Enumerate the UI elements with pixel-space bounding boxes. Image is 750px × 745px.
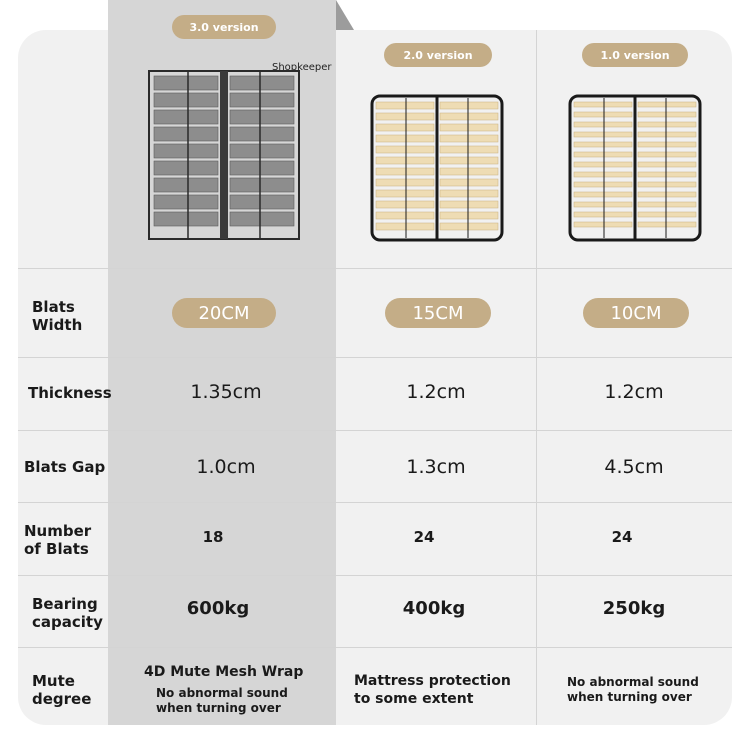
blats-gap-3-0: 1.0cm — [196, 456, 256, 478]
thickness-1-0: 1.2cm — [604, 381, 664, 403]
mute-detail-line: when turning over — [156, 701, 281, 715]
version-badge-1-0: 1.0 version — [582, 43, 688, 67]
shopkeeper-watermark: Shopkeeper — [272, 62, 332, 73]
bed-frame-1-0-image — [568, 94, 702, 242]
bearing-capacity-1-0: 250kg — [602, 598, 666, 619]
number-of-blats-2-0: 24 — [413, 528, 435, 546]
blats-width-3-0: 20CM — [172, 298, 276, 328]
row-divider — [18, 430, 732, 431]
version-badge-3-0: 3.0 version — [172, 15, 276, 39]
mute-degree-3-0-detail — [156, 686, 288, 716]
row-label-blats-gap: Blats Gap — [24, 458, 106, 476]
thickness-2-0: 1.2cm — [406, 381, 466, 403]
row-label-line: Bearing — [32, 595, 98, 613]
row-label-bearing-capacity — [32, 595, 103, 631]
column-divider — [536, 30, 537, 725]
row-divider — [18, 502, 732, 503]
thickness-3-0: 1.35cm — [190, 381, 262, 403]
row-divider — [18, 357, 732, 358]
blats-gap-2-0: 1.3cm — [406, 456, 466, 478]
row-divider — [18, 268, 732, 269]
bearing-capacity-2-0: 400kg — [402, 598, 466, 619]
mute-detail-line: No abnormal sound — [567, 675, 699, 689]
highlight-fold — [336, 0, 354, 30]
number-of-blats-3-0: 18 — [202, 528, 224, 546]
row-label-number-of-blats — [24, 522, 91, 558]
row-label-thickness: Thickness — [28, 384, 112, 402]
row-label-mute-degree — [32, 672, 91, 708]
row-label-line: capacity — [32, 613, 103, 631]
number-of-blats-1-0: 24 — [611, 528, 633, 546]
row-label-line: degree — [32, 690, 92, 708]
mute-degree-2-0 — [354, 672, 511, 708]
mute-detail-line: when turning over — [567, 690, 692, 704]
version-badge-2-0: 2.0 version — [384, 43, 492, 67]
row-label-line: Number — [24, 522, 92, 540]
mute-detail-line: No abnormal sound — [156, 686, 288, 700]
row-divider — [18, 575, 732, 576]
row-label-line: of Blats — [24, 540, 89, 558]
row-label-line: Blats — [32, 298, 75, 316]
row-divider — [18, 647, 732, 648]
mute-degree-1-0 — [567, 675, 699, 705]
bed-frame-3-0-image — [148, 70, 300, 240]
blats-width-2-0: 15CM — [385, 298, 491, 328]
blats-gap-1-0: 4.5cm — [604, 456, 664, 478]
row-label-blats-width — [32, 298, 82, 334]
mute-detail-line: Mattress protection — [354, 673, 511, 689]
blats-width-1-0: 10CM — [583, 298, 689, 328]
mute-detail-line: to some extent — [354, 691, 474, 707]
mute-degree-3-0-title: 4D Mute Mesh Wrap — [144, 664, 304, 680]
row-label-line: Width — [32, 316, 83, 334]
bed-frame-2-0-image — [370, 94, 504, 242]
row-label-line: Mute — [32, 672, 75, 690]
bearing-capacity-3-0: 600kg — [186, 598, 250, 619]
